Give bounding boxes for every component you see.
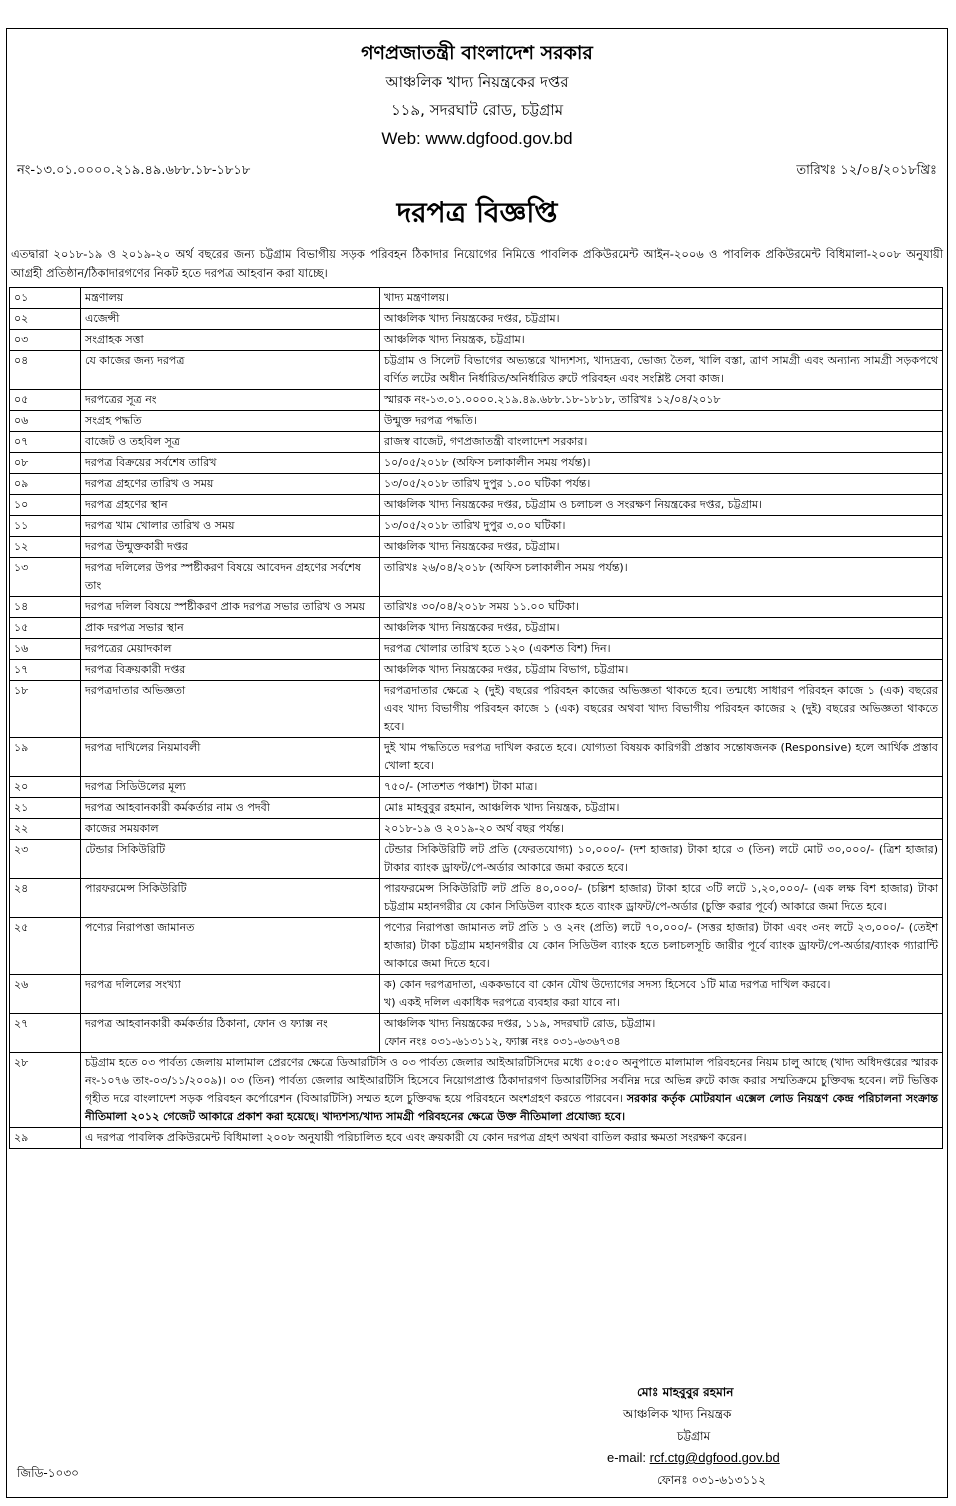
row-number: ১০: [10, 495, 81, 516]
row-detail: দুই খাম পদ্ধতিতে দরপত্র দাখিল করতে হবে। যোগ্যতা বিষয়ক কারিগরী প্রস্তাব সন্তোষজনক (Responsive) হলে আর্থিক প্রস্তাব খোলা হবে।: [380, 738, 943, 777]
row-number: ২৪: [10, 879, 81, 918]
table-row: [10, 495, 943, 516]
row-number: ২৯: [10, 1128, 81, 1149]
row-detail: ২০১৮-১৯ ও ২০১৯-২০ অর্থ বছর পর্যন্ত।: [380, 819, 943, 840]
email-link[interactable]: rcf.ctg@dgfood.gov.bd: [649, 1450, 780, 1465]
table-row: [10, 390, 943, 411]
row-detail: ১০/০৫/২০১৮ (অফিস চলাকালীন সময় পর্যন্ত)।: [380, 453, 943, 474]
row-item: দরপত্রদাতার অভিজ্ঞতা: [81, 681, 380, 738]
row-item: দরপত্র বিক্রয়কারী দপ্তর: [81, 660, 380, 681]
row-detail: পণ্যের নিরাপত্তা জামানত লট প্রতি ১ ও ২নং (প্রতি) লটে ৭০,০০০/- (সত্তর হাজার) টাকা এবং ৩নং লটে ২৩,০০০/- (তেইশ হাজার) টাকা চট্টগ্রাম মহানগরীর যে কোন সিডিউল ব্যাংক হতে চলাচলসূচি জারীর পূর্বে ব্যাংক ড্রাফট/পে-অর্ডার/ব্যাংক গ্যারান্টি আকারে জমা দিতে হবে।: [380, 918, 943, 975]
row-item: কাজের সময়কাল: [81, 819, 380, 840]
row-detail: দরপত্রদাতার ক্ষেত্রে ২ (দুই) বছরের পরিবহন কাজের অভিজ্ঞতা থাকতে হবে। তন্মধ্যে সাধারণ পরিবহন কাজে ১ (এক) বছরের এবং খাদ্য বিভাগীয় পরিবহন কাজে ১ (এক) বছরের অথবা খাদ্য বিভাগীয় পরিবহন কাজের ২ (দুই) বছরের অভিজ্ঞতা থাকতে হবে।: [380, 681, 943, 738]
row-number: ১৫: [10, 618, 81, 639]
row-item: দরপত্র দাখিলের নিয়মাবলী: [81, 738, 380, 777]
row-detail: [81, 1053, 943, 1128]
table-row: [10, 660, 943, 681]
row-number: ১৭: [10, 660, 81, 681]
row-item: সংগ্রাহক সত্তা: [81, 330, 380, 351]
row-number: ০৫: [10, 390, 81, 411]
table-row: [10, 738, 943, 777]
table-row: [10, 840, 943, 879]
table-row: [10, 288, 943, 309]
row-item: সংগ্রহ পদ্ধতি: [81, 411, 380, 432]
row-item: যে কাজের জন্য দরপত্র: [81, 351, 380, 390]
table-row: [10, 558, 943, 597]
row-number: ২৫: [10, 918, 81, 975]
row-detail: আঞ্চলিক খাদ্য নিয়ন্ত্রকের দপ্তর, চট্টগ্রাম বিভাগ, চট্টগ্রাম।: [380, 660, 943, 681]
table-row: [10, 516, 943, 537]
row-number: ১৯: [10, 738, 81, 777]
table-row: [10, 618, 943, 639]
row-item: দরপত্রের মেয়াদকাল: [81, 639, 380, 660]
row-detail: ১৩/০৫/২০১৮ তারিখ দুপুর ১.০০ ঘটিকা পর্যন্ত।: [380, 474, 943, 495]
row-item: দরপত্রের সূত্র নং: [81, 390, 380, 411]
row-number: ১৪: [10, 597, 81, 618]
row-item: দরপত্র বিক্রয়ের সর্বশেষ তারিখ: [81, 453, 380, 474]
row-item: দরপত্র আহবানকারী কর্মকর্তার ঠিকানা, ফোন ও ফ্যাক্স নং: [81, 1014, 380, 1053]
row-detail: চট্টগ্রাম ও সিলেট বিভাগের অভ্যন্তরে খাদ্যশস্য, খাদ্যদ্রব্য, ভোজ্য তৈল, খালি বস্তা, ত্রাণ সামগ্রী এবং অন্যান্য সামগ্রী সড়কপথে বর্ণিত লটের অধীন নির্ধারিত/অনির্ধারিত রুটে পরিবহন এবং সংশ্লিষ্ট সেবা কাজ।: [380, 351, 943, 390]
notice-date: তারিখঃ ১২/০৪/২০১৮খ্রিঃ: [796, 163, 937, 178]
row-detail: আঞ্চলিক খাদ্য নিয়ন্ত্রকের দপ্তর, চট্টগ্রাম।: [380, 537, 943, 558]
row-number: ১৩: [10, 558, 81, 597]
table-row: [10, 879, 943, 918]
table-row: [10, 411, 943, 432]
row-number: ০৪: [10, 351, 81, 390]
table-row: [10, 681, 943, 738]
row-detail: আঞ্চলিক খাদ্য নিয়ন্ত্রক, চট্টগ্রাম।: [380, 330, 943, 351]
row-item: দরপত্র গ্রহণের তারিখ ও সময়: [81, 474, 380, 495]
table-row: [10, 639, 943, 660]
row-number: ১২: [10, 537, 81, 558]
email-label: e-mail:: [607, 1450, 647, 1465]
row-item: পারফরমেন্স সিকিউরিটি: [81, 879, 380, 918]
table-row: [10, 1014, 943, 1053]
row-item: প্রাক দরপত্র সভার স্থান: [81, 618, 380, 639]
row-item: দরপত্র দলিলের উপর স্পষ্টীকরণ বিষয়ে আবেদন গ্রহণের সর্বশেষ তাং: [81, 558, 380, 597]
row-detail: এ দরপত্র পাবলিক প্রকিউরমেন্ট বিধিমালা ২০০৮ অনুযায়ী পরিচালিত হবে এবং ক্রয়কারী যে কোন দরপত্র গ্রহণ অথবা বাতিল করার ক্ষমতা সংরক্ষণ করেন।: [81, 1128, 943, 1149]
row-number: ২৮: [10, 1053, 81, 1128]
tender-notice-page: [6, 28, 948, 1498]
table-row: [10, 453, 943, 474]
table-row: [10, 597, 943, 618]
row-detail: তারিখঃ ৩০/০৪/২০১৮ সময় ১১.০০ ঘটিকা।: [380, 597, 943, 618]
signatory-name: মোঃ মাহবুবুর রহমান: [637, 1385, 734, 1399]
row-detail: স্মারক নং-১৩.০১.০০০০.২১৯.৪৯.৬৮৮.১৮-১৮১৮, তারিখঃ ১২/০৪/২০১৮: [380, 390, 943, 411]
table-row: [10, 537, 943, 558]
row-number: ০৭: [10, 432, 81, 453]
row-number: ০৩: [10, 330, 81, 351]
tender-details-table: [9, 287, 943, 1149]
row-item: টেন্ডার সিকিউরিটি: [81, 840, 380, 879]
row-number: ২১: [10, 798, 81, 819]
table-row: [10, 1053, 943, 1128]
row-item: দরপত্র উন্মুক্তকারী দপ্তর: [81, 537, 380, 558]
signatory-designation: আঞ্চলিক খাদ্য নিয়ন্ত্রক: [623, 1407, 732, 1421]
row-detail: তারিখঃ ২৬/০৪/২০১৮ (অফিস চলাকালীন সময় পর্যন্ত)।: [380, 558, 943, 597]
row-item: দরপত্র গ্রহণের স্থান: [81, 495, 380, 516]
row-number: ০৬: [10, 411, 81, 432]
row-detail-line: খ) একই দলিল একাধিক দরপত্রে ব্যবহার করা যাবে না।: [384, 996, 620, 1009]
row-detail: [380, 975, 943, 1014]
office-name: আঞ্চলিক খাদ্য নিয়ন্ত্রকের দপ্তর: [385, 73, 569, 91]
row-number: ২৭: [10, 1014, 81, 1053]
row-detail: ৭৫০/- (সাতশত পঞ্চাশ) টাকা মাত্র।: [380, 777, 943, 798]
row-item: দরপত্র সিডিউলের মূল্য: [81, 777, 380, 798]
row-detail: ১৩/০৫/২০১৮ তারিখ দুপুর ৩.০০ ঘটিকা।: [380, 516, 943, 537]
table-row: [10, 309, 943, 330]
row-item: দরপত্র খাম খোলার তারিখ ও সময়: [81, 516, 380, 537]
website-line: Web: www.dgfood.gov.bd: [381, 129, 573, 148]
row-detail: আঞ্চলিক খাদ্য নিয়ন্ত্রকের দপ্তর, চট্টগ্রাম ও চলাচল ও সংরক্ষণ নিয়ন্ত্রকের দপ্তর, চট্টগ্রাম।: [380, 495, 943, 516]
row-number: ০৯: [10, 474, 81, 495]
email-line: [567, 1447, 867, 1469]
row-number: ১৮: [10, 681, 81, 738]
row-detail-line: ক) কোন দরপত্রদাতা, এককভাবে বা কোন যৌথ উদ্যোগের সদস্য হিসেবে ১টি মাত্র দরপত্র দাখিল করবে।: [384, 978, 831, 991]
row-detail-text: চট্টগ্রাম হতে ০৩ পার্বত্য জেলায় মালামাল প্রেরণের ক্ষেত্রে ডিআরটিসি ও ০৩ পার্বত্য জেলার আইআরটিসিদের মধ্যে ৫০:৫০ অনুপাতে মালামাল পরিবহনের নিয়ম চালু আছে (খাদ্য অধিদপ্তরের স্মারক নং-১০৭৬ তাং-০৩/১১/২০০৯)। ০৩ (তিন) পার্বত্য জেলার আইআরটিসি হিসেবে নিয়োগপ্রাপ্ত ঠিকাদারগণ ডিআরটিসির সর্বনিম্ন দরে অভিন্ন রুটে কাজ করার সম্মতিক্রমে চুক্তিবদ্ধ হবেন। লট ভিত্তিক গৃহীত দরে বাংলাদেশ সড়ক পরিবহন কর্পোরেশন (বিআরটিসি) সম্মত হলে চুক্তিবদ্ধ হয়ে পরিবহনে অংশগ্রহণ করতে পারবেন।: [85, 1056, 938, 1105]
intro-paragraph: এতদ্বারা ২০১৮-১৯ ও ২০১৯-২০ অর্থ বছরের জন্য চট্টগ্রাম বিভাগীয় সড়ক পরিবহন ঠিকাদার নিয়োগের নিমিত্তে পাবলিক প্রকিউরমেন্ট আইন-২০০৬ ও পাবলিক প্রকিউরমেন্ট বিধিমালা-২০০৮ অনুযায়ী আগ্রহী প্রতিষ্ঠান/ঠিকাদারগণের নিকট হতে দরপত্র আহবান করা যাচ্ছে।: [11, 247, 943, 280]
page-title: দরপত্র বিজ্ঞপ্তি: [396, 196, 558, 229]
row-detail: আঞ্চলিক খাদ্য নিয়ন্ত্রকের দপ্তর, চট্টগ্রাম।: [380, 309, 943, 330]
row-number: ১১: [10, 516, 81, 537]
row-item: দরপত্র দলিল বিষয়ে স্পষ্টীকরণ প্রাক দরপত্র সভার তারিখ ও সময়: [81, 597, 380, 618]
row-detail: খাদ্য মন্ত্রণালয়।: [380, 288, 943, 309]
table-row: [10, 330, 943, 351]
signatory-location: চট্টগ্রাম: [677, 1429, 711, 1443]
row-item: পণ্যের নিরাপত্তা জামানত: [81, 918, 380, 975]
row-detail-line: আঞ্চলিক খাদ্য নিয়ন্ত্রকের দপ্তর, ১১৯, সদরঘাট রোড, চট্টগ্রাম।: [384, 1017, 656, 1030]
table-row: [10, 777, 943, 798]
table-row: [10, 819, 943, 840]
table-row: [10, 474, 943, 495]
row-item: দরপত্র আহবানকারী কর্মকর্তার নাম ও পদবী: [81, 798, 380, 819]
row-number: ০২: [10, 309, 81, 330]
signatory-phone: ফোনঃ ০৩১-৬১৩১১২: [657, 1473, 766, 1487]
table-row: [10, 975, 943, 1014]
row-item: বাজেট ও তহবিল সূত্র: [81, 432, 380, 453]
row-number: ০৮: [10, 453, 81, 474]
row-item: এজেন্সী: [81, 309, 380, 330]
footer-code: জিডি-১০৩০: [17, 1466, 79, 1480]
row-detail: উন্মুক্ত দরপত্র পদ্ধতি।: [380, 411, 943, 432]
government-heading: গণপ্রজাতন্ত্রী বাংলাদেশ সরকার: [361, 42, 593, 64]
memo-number: নং-১৩.০১.০০০০.২১৯.৪৯.৬৮৮.১৮-১৮১৮: [17, 163, 251, 178]
row-item: মন্ত্রণালয়: [81, 288, 380, 309]
row-detail: রাজস্ব বাজেট, গণপ্রজাতন্ত্রী বাংলাদেশ সরকার।: [380, 432, 943, 453]
table-row: [10, 432, 943, 453]
row-detail: পারফরমেন্স সিকিউরিটি লট প্রতি ৪০,০০০/- (চল্লিশ হাজার) টাকা হারে ৩টি লটে ১,২০,০০০/- (এক লক্ষ বিশ হাজার) টাকা চট্টগ্রাম মহানগরীর যে কোন সিডিউল ব্যাংক হতে ব্যাংক ড্রাফট/পে-অর্ডার (চুক্তি করার পূর্বে) আকারে জমা দিতে হবে।: [380, 879, 943, 918]
table-row: [10, 918, 943, 975]
signature-block: [567, 1381, 867, 1491]
office-address: ১১৯, সদরঘাট রোড, চট্টগ্রাম: [390, 101, 564, 119]
row-detail: মোঃ মাহবুবুর রহমান, আঞ্চলিক খাদ্য নিয়ন্ত্রক, চট্টগ্রাম।: [380, 798, 943, 819]
row-item: দরপত্র দলিলের সংখ্যা: [81, 975, 380, 1014]
table-row: [10, 798, 943, 819]
table-row: [10, 1128, 943, 1149]
row-number: ০১: [10, 288, 81, 309]
row-number: ১৬: [10, 639, 81, 660]
row-number: ২০: [10, 777, 81, 798]
row-detail: দরপত্র খোলার তারিখ হতে ১২০ (একশত বিশ) দিন।: [380, 639, 943, 660]
row-number: ২৩: [10, 840, 81, 879]
row-detail: আঞ্চলিক খাদ্য নিয়ন্ত্রকের দপ্তর, চট্টগ্রাম।: [380, 618, 943, 639]
row-detail-line: ফোন নংঃ ০৩১-৬১৩১১২, ফ্যাক্স নংঃ ০৩১-৬৩৬৭৩৪: [384, 1035, 621, 1048]
row-number: ২২: [10, 819, 81, 840]
row-detail: টেন্ডার সিকিউরিটি লট প্রতি (ফেরতযোগ্য) ১০,০০০/- (দশ হাজার) টাকা হারে ৩ (তিন) লটে মোট ৩০,০০০/- (ত্রিশ হাজার) টাকার ব্যাংক ড্রাফট/পে-অর্ডার আকারে জমা করতে হবে।: [380, 840, 943, 879]
table-row: [10, 351, 943, 390]
row-detail-bold-text: সরকার কর্তৃক মোটরযান এক্সেল লোড নিয়ন্ত্রণ কেন্দ্র পরিচালনা সংক্রান্ত নীতিমালা ২০১২ গেজেট আকারে প্রকাশ করা হয়েছে। খাদ্যশস্য/খাদ্য সামগ্রী পরিবহনের ক্ষেত্রে উক্ত নীতিমালা প্রযোজ্য হবে।: [85, 1092, 938, 1123]
row-detail: [380, 1014, 943, 1053]
row-number: ২৬: [10, 975, 81, 1014]
